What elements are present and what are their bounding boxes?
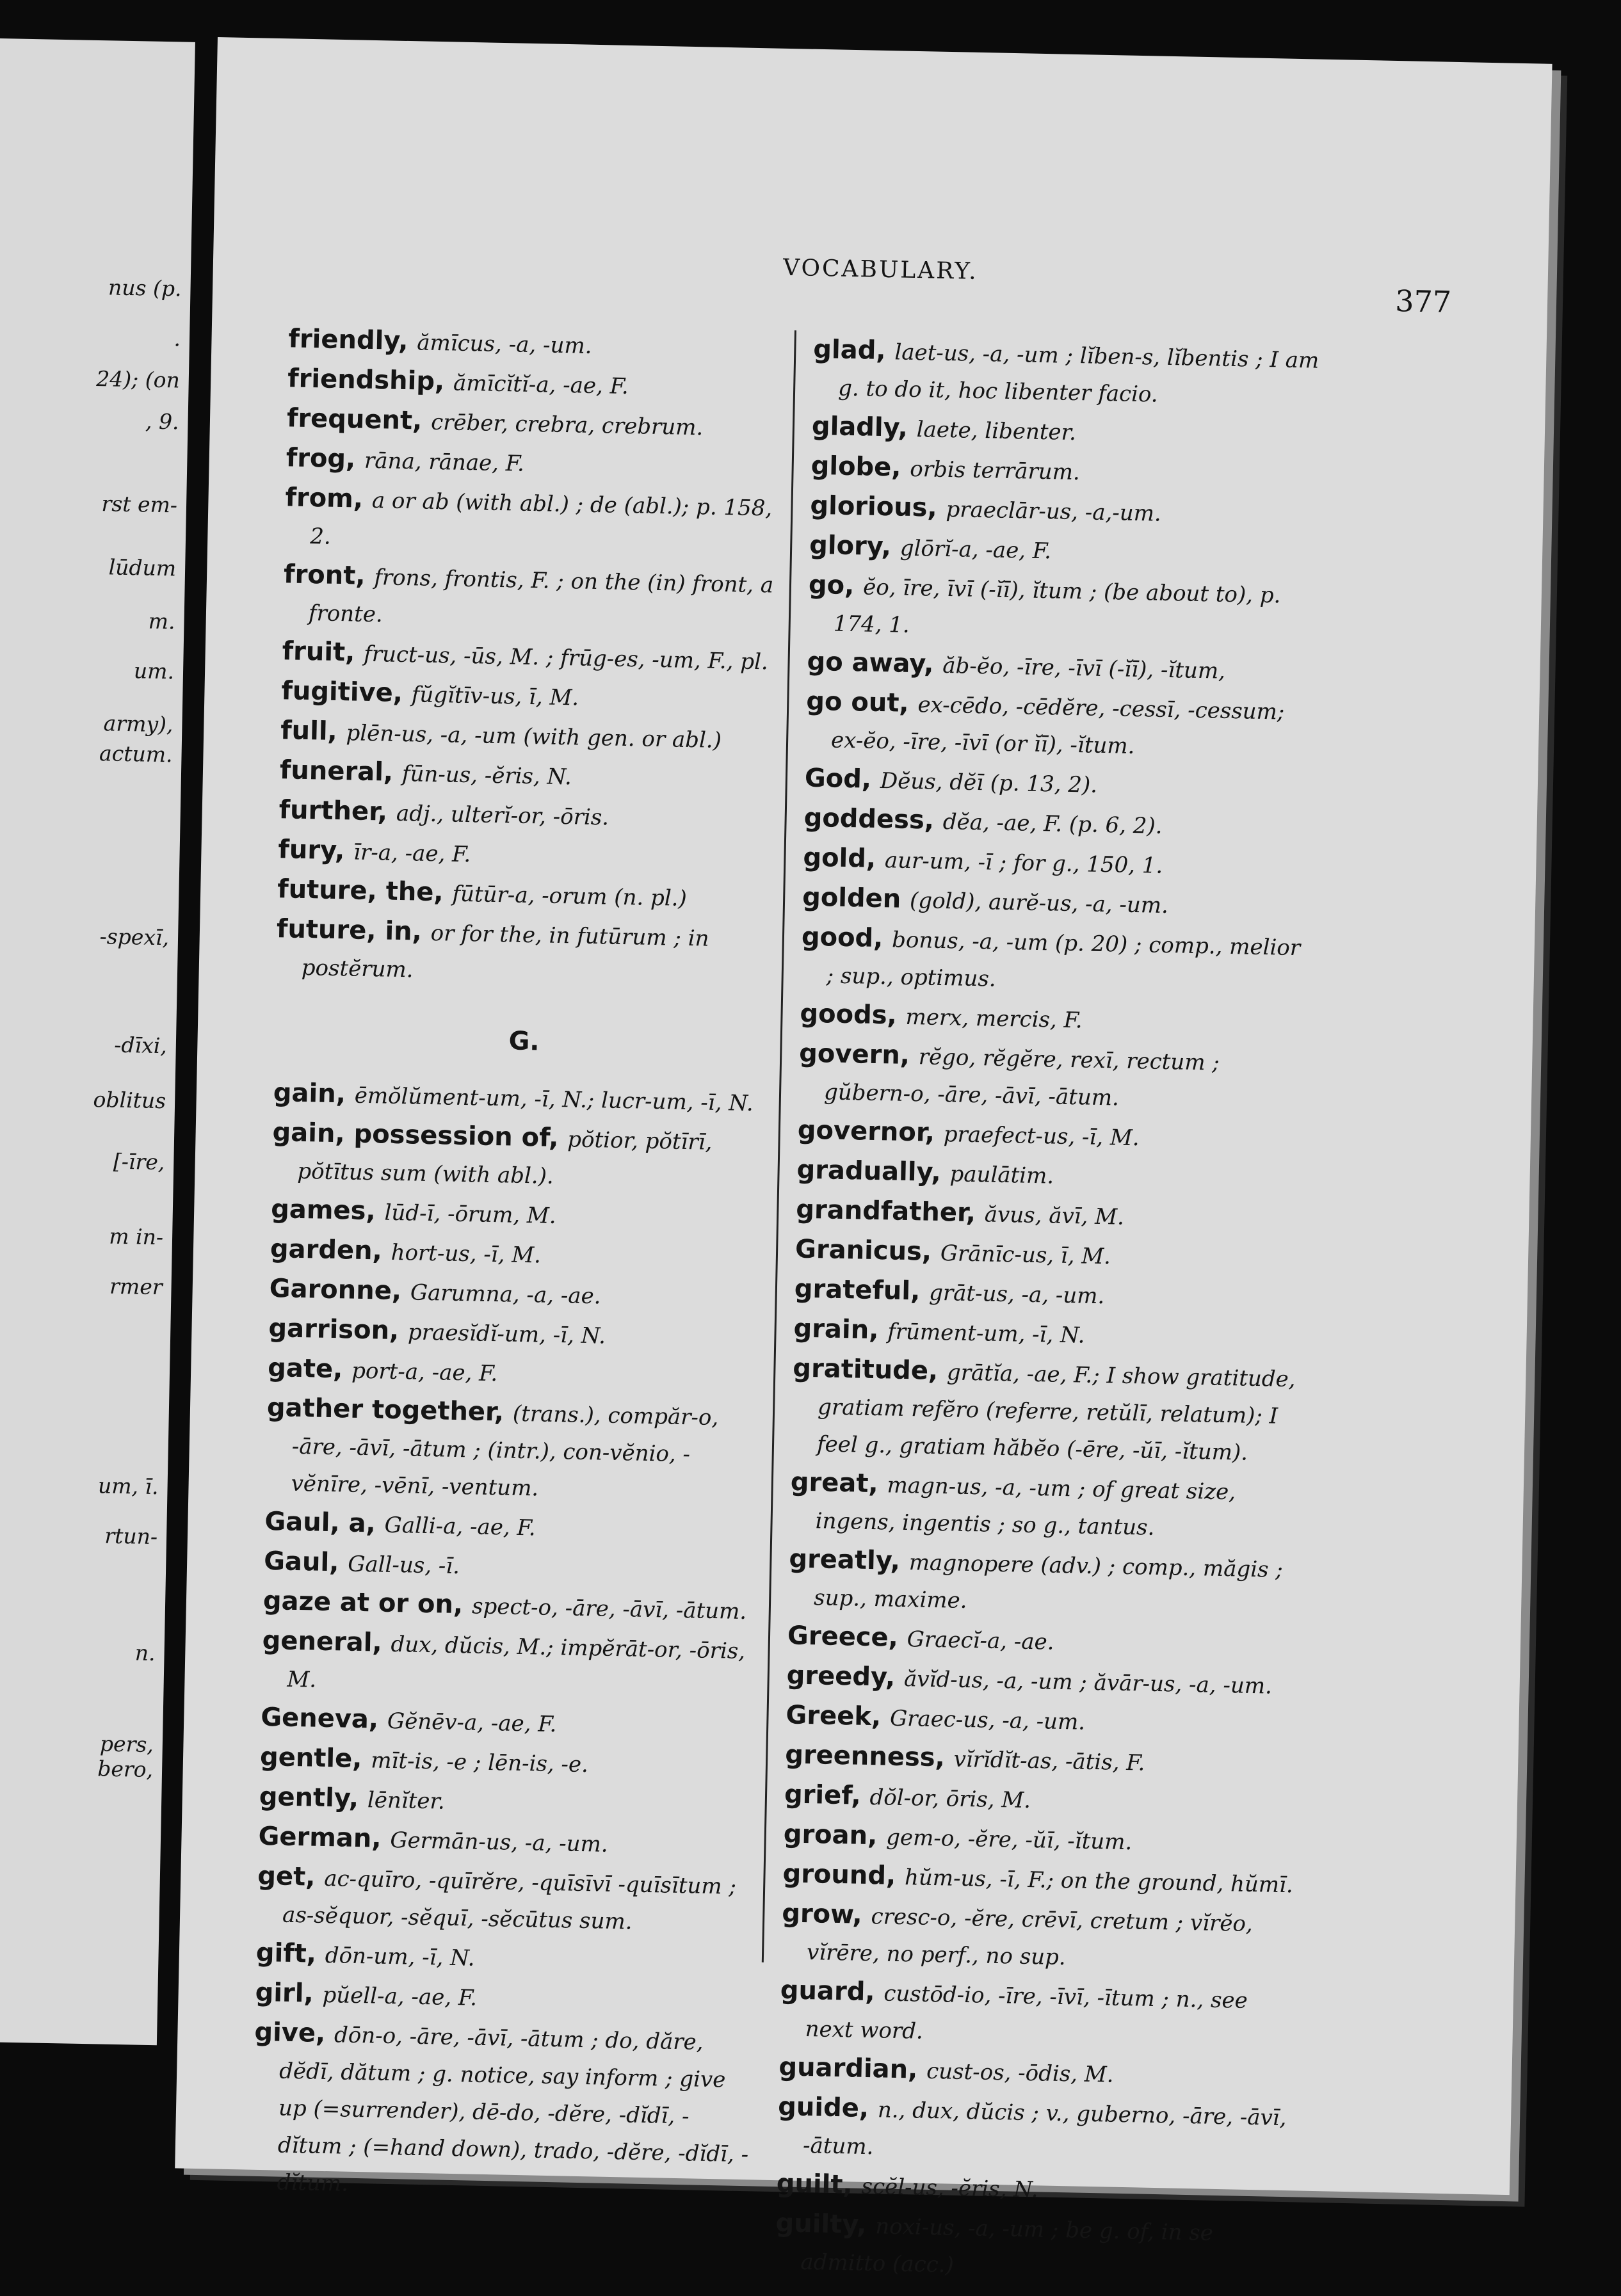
headword: guilty, [775,2208,876,2240]
headword: guardian, [778,2052,927,2085]
headword: further, [278,795,397,827]
definition: praesĭdĭ-um, -ī, N. [407,1319,606,1349]
headword: greenness, [784,1740,955,1773]
left-page-fragment: rst em- [101,491,178,518]
definition: paulātim. [949,1161,1054,1189]
headword: Greece, [787,1621,908,1653]
definition: lēnĭter. [367,1787,446,1815]
headword: garden, [270,1234,392,1266]
headword: grief, [784,1779,871,1811]
vocabulary-page [175,37,1552,2278]
headword: greatly, [789,1544,910,1577]
headword: goddess, [803,803,944,835]
headword: future, the, [277,874,453,908]
headword: Geneva, [260,1702,388,1735]
left-column [251,320,788,2212]
headword: go out, [805,686,919,719]
definition: pŭell-a, -ae, F. [322,1982,478,2011]
vocab-entry [788,1540,1302,1626]
headword: gift, [255,1938,326,1969]
headword: gain, [273,1078,355,1109]
headword: gate, [267,1353,352,1385]
headword: glorious, [810,490,947,523]
headword: Gaul, [263,1546,348,1578]
headword: frequent, [286,403,431,436]
definition: merx, mercis, F. [905,1004,1083,1034]
left-page-fragment: army), [103,710,173,737]
headword: games, [270,1194,385,1226]
definition: ămīcus, -a, -um. [416,330,592,359]
left-page-fragment: m. [148,608,175,634]
definition: (gold), aurĕ-us, -a, -um. [909,887,1169,919]
vocab-entry [805,683,1319,769]
left-page-fragment: 24); (on [95,365,181,393]
definition: ăb-ĕo, -īre, -īvī (-ĭī), -ĭtum, [942,652,1226,684]
right-column [775,331,1326,2292]
definition: ăvus, ăvī, M. [984,1201,1125,1230]
vocab-entry [271,1114,772,1200]
headword: friendly, [288,324,417,357]
definition: cresc-o, -ĕre, crēvī, cretum ; vĭrĕo, vĭrēre, no perf., no sup. [806,1904,1254,1971]
headword: go away, [807,646,943,679]
definition: spect-o, -āre, -āvī, -ātum. [471,1593,747,1625]
headword: gently, [259,1781,368,1814]
definition: port-a, -ae, F. [351,1358,498,1387]
definition: (trans.), compăr-o, -āre, -āvī, -ātum ; (intr.), con-vĕnio, -vĕnīre, -vēnī, -ventum. [291,1401,719,1502]
headword: governor, [797,1115,944,1148]
definition: rāna, rānae, F. [364,447,525,477]
definition: a or ab (with abl.) ; de (abl.); p. 158, 2. [309,487,773,550]
headword: front, [283,559,375,591]
headword: great, [790,1467,888,1499]
left-page-fragment: um. [133,658,175,684]
headword: greedy, [786,1660,905,1693]
headword: fruit, [282,636,364,668]
definition: laete, libenter. [916,417,1077,446]
definition: praefect-us, -ī, M. [943,1121,1140,1152]
vocab-entry [251,2014,754,2211]
definition: hŭm-us, -ī, F.; on the ground, hŭmī. [904,1865,1294,1899]
definition: n., dux, dŭcis ; v., guberno, -āre, -āvī, -ātum. [802,2097,1287,2160]
definition: īr-a, -ae, F. [353,839,471,868]
definition: Garumna, -a, -ae. [410,1280,601,1310]
definition: adj., ulterĭ-or, -ōris. [396,800,609,831]
left-page-fragment: , 9. [145,408,179,435]
headword: girl, [255,1977,323,2009]
headword: friendship, [287,364,454,397]
vocab-entry [265,1389,766,1512]
definition: vĭrĭdĭt-as, -ātis, F. [953,1746,1145,1776]
vocab-entry [791,1349,1305,1472]
left-page-fragment: actum. [99,741,173,767]
vocab-entry [779,1971,1293,2057]
left-page-fragment: n. [134,1640,156,1666]
headword: gaze at or on, [262,1586,472,1620]
vocab-entry [775,2204,1288,2290]
headword: guard, [780,1975,884,2007]
definition: glōrĭ-a, -ae, F. [899,535,1052,565]
headword: gradually, [796,1155,951,1188]
headword: guilt, [776,2169,862,2200]
headword: fury, [278,835,354,866]
headword: goods, [800,999,907,1031]
headword: funeral, [279,755,403,788]
facing-left-page [0,38,195,2045]
definition: magn-us, -a, -um ; of great size, ingens, ingentis ; so g., tantus. [815,1472,1236,1541]
vocab-entry [261,1622,762,1708]
definition: fruct-us, -ūs, M. ; frūg-es, -um, F., pl. [363,641,769,675]
definition: pŏtior, pŏtīrī, pŏtītus sum (with abl.). [297,1127,713,1189]
vocab-entry [798,1035,1312,1121]
headword: fugitive, [281,676,412,709]
page-number: 377 [1394,284,1452,319]
definition: lūd-ī, -ōrum, M. [384,1200,557,1229]
vocab-entry [284,479,785,565]
headword: glory, [809,530,901,562]
definition: mīt-is, -e ; lēn-is, -e. [370,1747,589,1778]
definition: fŭgĭtīv-us, ī, M. [411,682,579,711]
headword: frog, [286,443,365,474]
headword: gold, [803,842,885,874]
definition: laet-us, -a, -um ; lĭben-s, lĭbentis ; I am g. to do it, hoc libenter facio. [837,339,1319,408]
left-page-fragment: um, ī. [97,1473,159,1500]
headword: God, [804,763,881,795]
headword: globe, [810,451,910,483]
headword: German, [258,1821,391,1854]
definition: frūment-um, -ī, N. [887,1319,1085,1349]
definition: dōn-um, -ī, N. [325,1942,475,1971]
left-page-fragment: lūdum [108,554,177,581]
headword: give, [254,2017,335,2049]
left-page-fragments [0,38,195,1783]
definition: cust-os, -ōdis, M. [926,2058,1114,2088]
definition: ămīcĭtĭ-a, -ae, F. [453,370,629,399]
headword: grain, [793,1313,888,1345]
vocab-entry [789,1463,1303,1549]
headword: gather together, [266,1392,513,1427]
definition: crēber, crebra, crebrum. [430,409,704,441]
definition: ĕo, īre, īvī (-ĭī), ĭtum ; (be about to), p. 174, 1. [833,574,1281,638]
definition: Germān-us, -a, -um. [390,1827,609,1858]
definition: noxi-us, -a, -um ; be g. of, in se admitto (acc.) [800,2213,1214,2278]
vocab-entry [282,556,783,641]
definition: frons, frontis, F. ; on the (in) front, a fronte. [308,565,774,628]
definition: ac-quīro, -quīrĕre, -quīsīvī -quīsītum ; as-sĕquor, -sĕquī, -sĕcūtus sum. [282,1865,737,1935]
headword: garrison, [268,1313,408,1346]
headword: glad, [812,334,895,366]
definition: bonus, -a, -um (p. 20) ; comp., melior ; sup., optimus. [826,927,1301,992]
left-page-fragment: bero, [97,1756,154,1783]
left-page-fragment: [-īre, [113,1148,165,1175]
left-page-fragment: -spexī, [99,924,170,951]
vocab-entry [257,1858,757,1943]
definition: dŏl-or, ōris, M. [869,1785,1031,1814]
definition: Galli-a, -ae, F. [384,1512,536,1541]
definition: Graecĭ-a, -ae. [907,1626,1054,1655]
left-page-fragment: -dīxi, [113,1032,168,1059]
definition: dĕa, -ae, F. (p. 6, 2). [942,808,1163,839]
definition: Grānīc-us, ī, M. [940,1240,1111,1270]
vocab-entry [812,331,1326,417]
vocab-entry [800,919,1314,1004]
section-letter: G. [508,1026,540,1057]
headword: gratitude, [792,1353,948,1386]
definition: gem-o, -ĕre, -ŭī, -ĭtum. [885,1824,1133,1856]
definition: grāt-us, -a, -um. [928,1280,1105,1310]
left-page-fragment: pers, [99,1731,154,1758]
page-header-title: VOCABULARY. [782,254,979,285]
definition: or for the, in futūrum ; in postĕrum. [301,920,709,983]
definition: ăvĭd-us, -a, -um ; ăvār-us, -a, -um. [903,1666,1273,1699]
definition: scĕl-us, -ĕris, N. [861,2173,1039,2203]
definition: grātĭa, -ae, F.; I show gratitude, gratiam refĕro (referre, retŭlī, relatum); I feel g., gratiam hăbĕo (-ēre, -ŭī, -ĭtum). [816,1360,1296,1466]
left-page-fragment: . [173,326,181,351]
definition: ex-cēdo, -cēdĕre, -cessī, -cessum; ex-ĕo, -īre, -īvī (or ĭī), -ĭtum. [830,692,1285,759]
headword: govern, [798,1038,919,1071]
headword: grateful, [794,1274,930,1306]
headword: good, [801,922,892,954]
headword: gentle, [259,1742,371,1774]
left-page-fragment: rtun- [104,1523,158,1550]
headword: from, [285,483,373,514]
definition: hort-us, -ī, M. [391,1239,542,1269]
headword: grandfather, [795,1194,985,1228]
definition: praeclār-us, -a,-um. [946,496,1162,527]
headword: get, [257,1861,325,1892]
headword: future, in, [276,914,431,947]
headword: go, [808,570,864,601]
definition: aur-um, -ī ; for g., 150, 1. [884,847,1163,879]
definition: Dĕus, dĕī (p. 13, 2). [880,768,1098,798]
headword: ground, [782,1859,905,1891]
definition: Gall-us, -ī. [347,1551,460,1580]
left-page-fragment: m in- [108,1223,164,1250]
vocab-entry [807,566,1321,652]
definition: ēmŏlŭment-um, -ī, N.; lucr-um, -ī, N. [354,1082,754,1117]
headword: groan, [783,1819,887,1851]
headword: gain, possession of, [272,1118,568,1153]
vocab-entry [275,910,776,996]
definition: fūn-us, -ĕris, N. [401,761,572,791]
definition: Gĕnēv-a, -ae, F. [387,1708,557,1738]
vocab-entry [781,1895,1294,1980]
definition: plēn-us, -a, -um (with gen. or abl.) [346,720,722,754]
vocab-entry [777,2088,1290,2174]
headword: Granicus, [794,1234,941,1267]
headword: general, [262,1625,392,1658]
definition: fūtūr-a, -orum (n. pl.) [452,881,688,911]
left-page-fragment: nus (p. [108,275,182,301]
headword: full, [280,716,347,747]
definition: dōn-o, -āre, -āvī, -ātum ; do, dăre, dĕdī, dătum ; g. notice, say inform ; give up (=surrender), dē-do, -dĕre, -dĭdī, -dĭtum ; (=hand down), trado, -dĕre, -dĭdī, -dĭtum. [277,2022,749,2197]
definition: rĕgo, rĕgĕre, rexī, rectum ; gŭbern-o, -āre, -āvī, -ātum. [823,1044,1220,1111]
left-page-fragment: rmer [109,1273,163,1300]
definition: dux, dŭcis, M.; impĕrāt-or, -ōris, M. [287,1631,746,1693]
headword: Gaul, a, [264,1506,385,1539]
headword: grow, [781,1899,872,1931]
definition: custōd-io, -īre, -īvī, -ītum ; n., see next word. [805,1980,1248,2044]
headword: Greek, [786,1700,891,1732]
definition: Graec-us, -a, -um. [889,1705,1086,1735]
left-page-fragment: oblitus [93,1087,166,1114]
headword: golden [802,882,910,914]
definition: orbis terrārum. [909,456,1081,486]
headword: gladly, [811,411,917,444]
headword: Garonne, [269,1274,411,1306]
definition: magnopere (adv.) ; comp., măgis ; sup., maxime. [813,1550,1284,1614]
headword: guide, [777,2092,878,2124]
